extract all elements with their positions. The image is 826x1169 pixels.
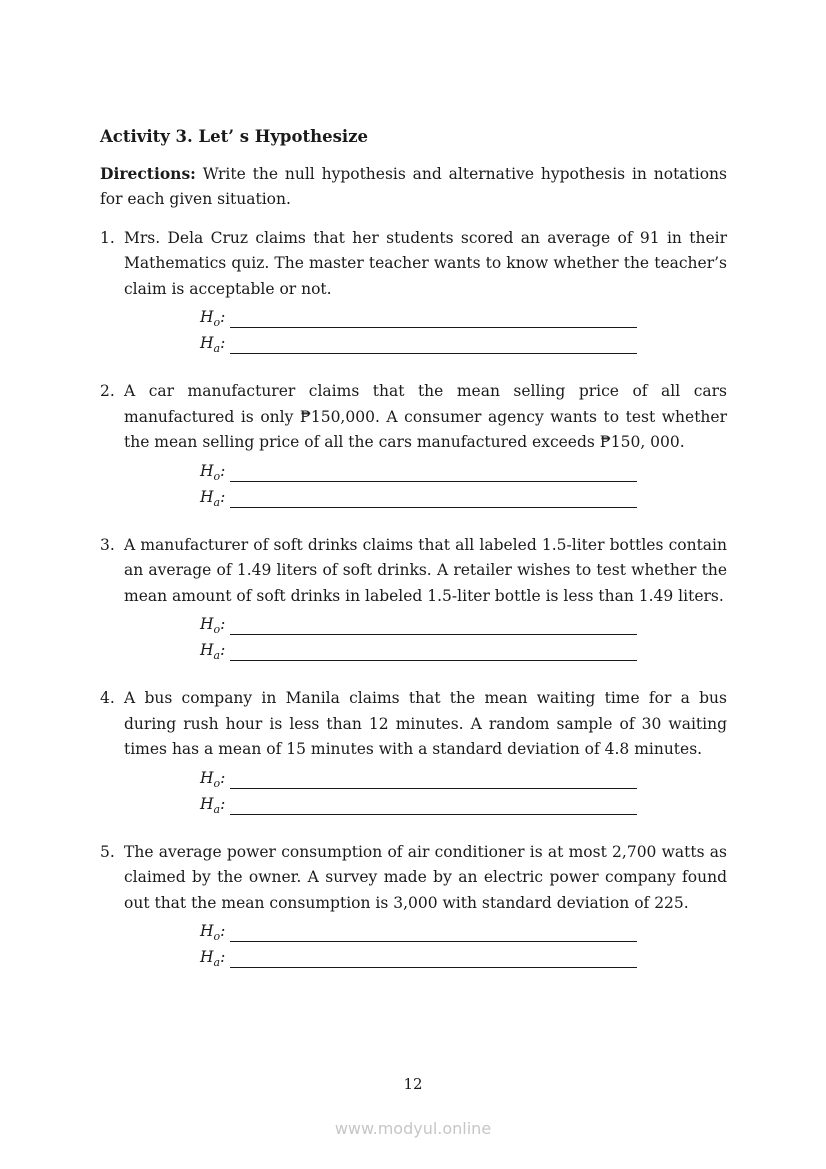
- question-body: [124, 379, 727, 511]
- question-item-4: [100, 686, 727, 818]
- alternative-hypothesis-blank: [230, 337, 637, 354]
- colon: :: [220, 487, 226, 506]
- null-hypothesis-label: [200, 459, 230, 485]
- null-hypothesis-label: [200, 305, 230, 331]
- hypothesis-symbol: H: [200, 948, 214, 966]
- alternative-hypothesis-label: [200, 945, 230, 971]
- null-hypothesis-line: [200, 612, 637, 638]
- hypothesis-symbol: H: [200, 461, 214, 480]
- null-hypothesis-label: [200, 919, 230, 945]
- question-body: [124, 533, 727, 665]
- question-number: 4.: [100, 689, 115, 707]
- hypothesis-symbol: H: [200, 794, 214, 813]
- directions-paragraph: [100, 161, 727, 213]
- question-body: [124, 686, 727, 818]
- alt-subscript: a: [213, 649, 221, 663]
- hypothesis-group: [200, 459, 637, 511]
- alternative-hypothesis-label: [200, 485, 230, 511]
- null-hypothesis-blank: [230, 465, 637, 482]
- alternative-hypothesis-blank: [230, 644, 637, 661]
- question-body: [124, 840, 727, 972]
- null-hypothesis-blank: [230, 618, 637, 635]
- hypothesis-symbol: H: [200, 641, 214, 659]
- question-text: A car manufacturer claims that the mean selling price of all cars manufactured is only ₱150,000. A consumer agency wants to test whether the mean selling price of all the cars manufactured exceeds ₱150, 000.: [124, 382, 727, 451]
- null-hypothesis-blank: [230, 925, 637, 942]
- colon: :: [220, 308, 226, 326]
- alt-subscript: a: [213, 495, 221, 509]
- hypothesis-group: [200, 612, 637, 664]
- hypothesis-symbol: H: [200, 768, 214, 787]
- colon: :: [220, 615, 226, 633]
- question-number: 1.: [100, 228, 115, 247]
- null-subscript: o: [213, 930, 221, 944]
- hypothesis-group: [200, 919, 637, 971]
- null-hypothesis-line: [200, 919, 637, 945]
- question-item-2: [100, 379, 727, 511]
- question-text: A bus company in Manila claims that the mean waiting time for a bus during rush hour is less than 12 minutes. A random sample of 30 waiting times has a mean of 15 minutes with a standard deviation of 4.8 minutes.: [124, 689, 727, 758]
- alternative-hypothesis-label: [200, 331, 230, 357]
- question-item-5: [100, 840, 727, 972]
- question-item-1: [100, 226, 727, 358]
- document-page: [100, 124, 727, 993]
- page-number: 12: [403, 1075, 423, 1093]
- question-body: [124, 226, 727, 358]
- question-number: 2.: [100, 382, 115, 400]
- alternative-hypothesis-line: [200, 945, 637, 971]
- hypothesis-symbol: H: [200, 334, 214, 352]
- alternative-hypothesis-line: [200, 485, 637, 511]
- null-hypothesis-line: [200, 766, 637, 792]
- colon: :: [220, 461, 226, 480]
- null-hypothesis-label: [200, 612, 230, 638]
- alt-subscript: a: [213, 802, 221, 816]
- colon: :: [220, 948, 226, 966]
- watermark-text: www.modyul.online: [334, 1119, 492, 1138]
- question-item-3: [100, 533, 727, 665]
- null-subscript: o: [213, 316, 221, 330]
- null-subscript: o: [213, 469, 221, 483]
- question-number: 3.: [100, 535, 115, 554]
- question-text: A manufacturer of soft drinks claims that all labeled 1.5-liter bottles contain an average of 1.49 liters of soft drinks. A retailer wishes to test whether the mean amount of soft drinks in labeled 1.5-liter bottle is less than 1.49 liters.: [124, 535, 727, 605]
- alternative-hypothesis-line: [200, 331, 637, 357]
- null-hypothesis-line: [200, 459, 637, 485]
- directions-label: Directions:: [100, 163, 196, 183]
- alt-subscript: a: [213, 956, 221, 970]
- null-hypothesis-line: [200, 305, 637, 331]
- null-hypothesis-blank: [230, 311, 637, 328]
- null-subscript: o: [213, 776, 221, 790]
- hypothesis-group: [200, 305, 637, 357]
- colon: :: [220, 641, 226, 659]
- question-text: The average power consumption of air conditioner is at most 2,700 watts as claimed by the owner. A survey made by an electric power company found out that the mean consumption is 3,000 with standard deviation of 225.: [124, 842, 727, 912]
- colon: :: [220, 768, 226, 787]
- alternative-hypothesis-line: [200, 638, 637, 664]
- hypothesis-symbol: H: [200, 615, 214, 633]
- alternative-hypothesis-line: [200, 792, 637, 818]
- colon: :: [220, 922, 226, 940]
- alternative-hypothesis-blank: [230, 798, 637, 815]
- null-subscript: o: [213, 623, 221, 637]
- alternative-hypothesis-label: [200, 638, 230, 664]
- question-text: Mrs. Dela Cruz claims that her students scored an average of 91 in their Mathematics quiz. The master teacher wants to know whether the teacher’s claim is acceptable or not.: [124, 228, 727, 298]
- hypothesis-symbol: H: [200, 487, 214, 506]
- null-hypothesis-blank: [230, 772, 637, 789]
- hypothesis-symbol: H: [200, 308, 214, 326]
- alternative-hypothesis-blank: [230, 951, 637, 968]
- alt-subscript: a: [213, 342, 221, 356]
- directions-text: Write the null hypothesis and alternative hypothesis in notations for each given situation.: [100, 164, 727, 208]
- colon: :: [220, 794, 226, 813]
- alternative-hypothesis-label: [200, 792, 230, 818]
- null-hypothesis-label: [200, 766, 230, 792]
- colon: :: [220, 334, 226, 352]
- alternative-hypothesis-blank: [230, 491, 637, 508]
- hypothesis-group: [200, 766, 637, 818]
- hypothesis-symbol: H: [200, 922, 214, 940]
- question-number: 5.: [100, 842, 115, 861]
- activity-title: Activity 3. Let’ s Hypothesize: [100, 127, 369, 146]
